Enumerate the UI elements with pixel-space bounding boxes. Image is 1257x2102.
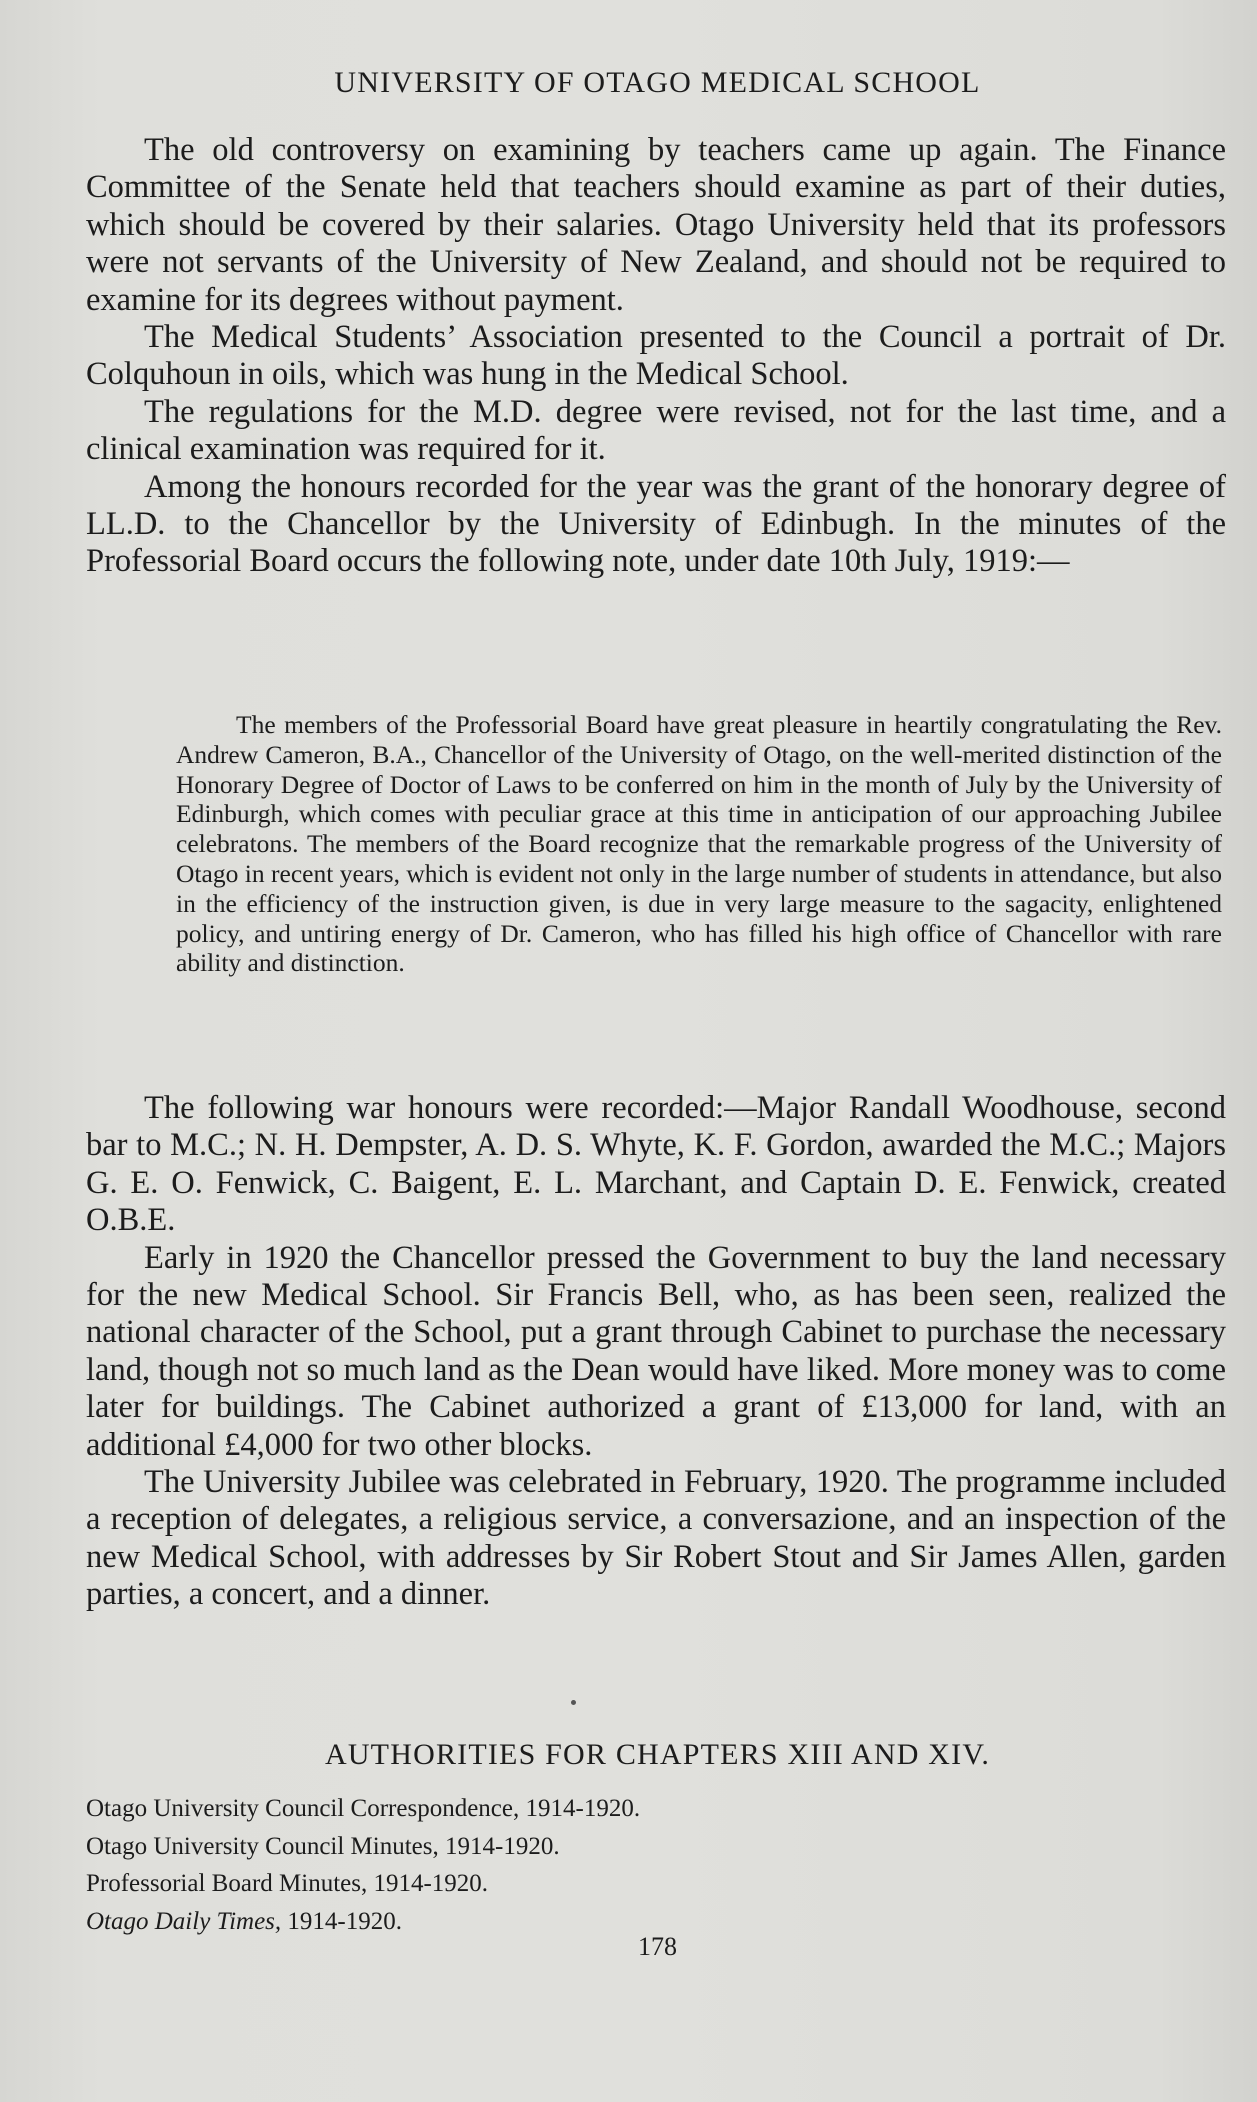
source-title: Otago University Council Correspondence,: [86, 1795, 520, 1822]
source-item: [86, 1790, 640, 1828]
body-text-before-quote: [86, 132, 1226, 581]
source-title: Professorial Board Minutes,: [86, 1870, 368, 1897]
paragraph-honours-lld: Among the honours recorded for the year was the grant of the honorary degree of LL.D. to the Chancellor by the University of Edinbugh. In the minutes of the Professorial Board occurs the following note, under date 10th July, 1919:—: [86, 468, 1226, 580]
source-years: 1914-1920.: [373, 1870, 489, 1897]
body-text-after-quote: [86, 1090, 1226, 1614]
paragraph-examining-controversy: The old controversy on examining by teachers came up again. The Finance Committee of the Senate held that teachers should examine as part of their duties, which should be covered by their salaries. Otago University held that its professors were not servants of the University of New Zealand, and should not be required to examine for its degrees without payment.: [86, 132, 1226, 318]
source-years: 1914-1920.: [525, 1795, 641, 1822]
running-head: UNIVERSITY OF OTAGO MEDICAL SCHOOL: [334, 66, 981, 99]
section-dot-ornament: [571, 1700, 576, 1705]
source-title: Otago Daily Times,: [86, 1907, 282, 1935]
paragraph-war-honours: The following war honours were recorded:—Major Randall Woodhouse, second bar to M.C.; N. H. Dempster, A. D. S. Whyte, K. F. Gordon, awarded the M.C.; Majors G. E. O. Fenwick, C. Baigent, E. L. Marchant, and Captain D. E. Fenwick, created O.B.E.: [86, 1090, 1226, 1239]
paragraph-jubilee: The University Jubilee was celebrated in February, 1920. The programme included a reception of delegates, a religious service, a conversazione, and an inspection of the new Medical School, with addresses by Sir Robert Stout and Sir James Allen, garden parties, a concert, and a dinner.: [86, 1464, 1226, 1613]
paragraph-colquhoun-portrait: The Medical Students’ Association presented to the Council a portrait of Dr. Colquhoun in oils, which was hung in the Medical School.: [86, 319, 1226, 393]
source-title: Otago University Council Minutes,: [86, 1832, 439, 1860]
source-years: 1914-1920.: [445, 1832, 560, 1860]
paragraph-land-purchase: Early in 1920 the Chancellor pressed the Government to buy the land necessary for the new Medical School. Sir Francis Bell, who, as has been seen, realized the national character of the School, put a grant through Cabinet to purchase the necessary land, though not so much land as the Dean would have liked. More money was to come later for buildings. The Cabinet authorized a grant of £13,000 for land, with an additional £4,000 for two other blocks.: [86, 1239, 1226, 1463]
source-item: [86, 1865, 640, 1903]
authorities-heading: AUTHORITIES FOR CHAPTERS XIII AND XIV.: [324, 1738, 991, 1771]
paragraph-md-regulations: The regulations for the M.D. degree were revised, not for the last time, and a clinical examination was required for it.: [86, 393, 1226, 468]
source-item: [86, 1828, 640, 1866]
sources-list: [86, 1790, 640, 1940]
board-minutes-quotation: [176, 710, 1222, 978]
source-years: 1914-1920.: [287, 1907, 402, 1935]
quotation-text: The members of the Professorial Board have great pleasure in heartily congratulating the Rev. Andrew Cameron, B.A., Chancellor of the University of Otago, on the well-merited distinction of the Honorary Degree of Doctor of Laws to be conferred on him in the month of July by the University of Edinburgh, which comes with peculiar grace at this time in anticipation of our approaching Jubilee celebratons. The members of the Board recognize that the remarkable progress of the University of Otago in recent years, which is evident not only in the large number of students in attendance, but also in the efficiency of the instruction given, is due in very large measure to the sagacity, enlightened policy, and untiring energy of Dr. Cameron, who has filled his high office of Chancellor with rare ability and distinction.: [176, 710, 1222, 978]
page-number: 178: [638, 1932, 677, 1961]
